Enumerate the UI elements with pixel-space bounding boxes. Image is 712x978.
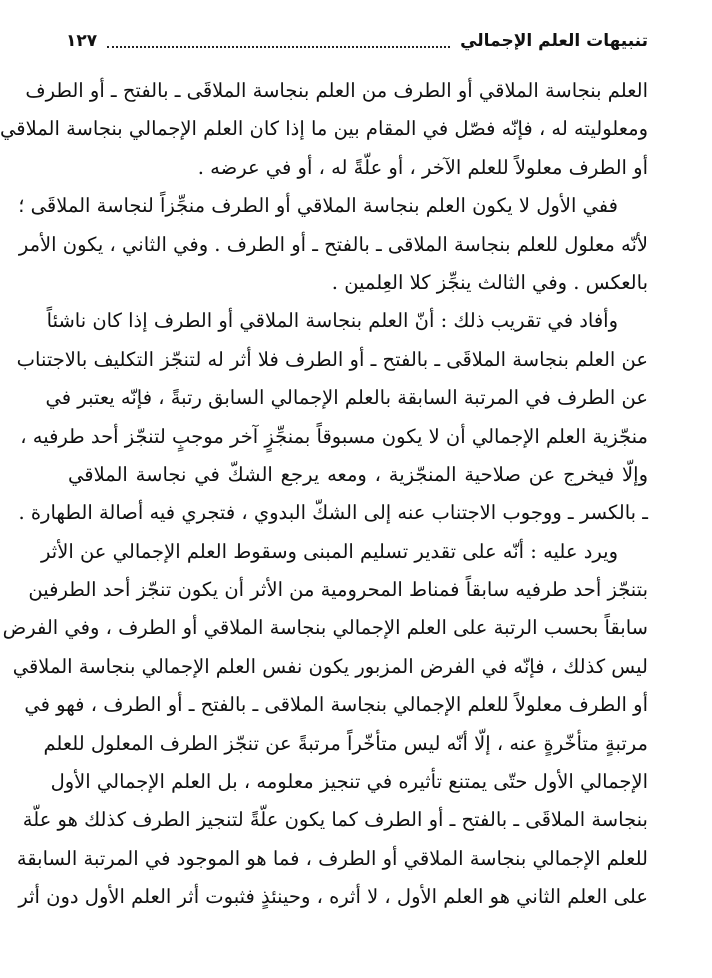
text-line: لأنّه معلول للعلم بنجاسة الملاقى ـ بالفتح ـ أو الطرف . وفي الثاني ، يكون الأمر <box>18 232 648 256</box>
text-line: ويرد عليه : أنّه على تقدير تسليم المبنى وسقوط العلم الإجمالي عن الأثر <box>41 539 618 563</box>
text-line: وأفاد في تقريب ذلك : أنّ العلم بنجاسة الملاقي أو الطرف إذا كان ناشئاً <box>46 309 618 333</box>
leader-dots <box>107 46 450 48</box>
text-line: مرتبةٍ متأخّرةٍ عنه ، إلّا أنّه ليس متأخّراً مرتبةً عن تنجّز الطرف المعلول للعلم <box>43 731 648 755</box>
text-line: سابقاً بحسب الرتبة على العلم الإجمالي بنجاسة الملاقي أو الطرف ، وفي الفرض <box>2 616 648 640</box>
text-line: عن العلم بنجاسة الملاقَى ـ بالفتح ـ أو الطرف فلا أثر له لتنجّز التكليف بالاجتناب <box>16 347 648 371</box>
text-line: بنجاسة الملاقَى ـ بالفتح ـ أو الطرف كما يكون علّةً لتنجيز الطرف كذلك هو علّة <box>22 808 648 832</box>
text-line: بتنجّز أحد طرفيه سابقاً فمناط المحرومية من الأثر أن يكون تنجّز أحد الطرفين <box>28 578 648 602</box>
page-header <box>66 24 648 58</box>
text-line: ليس كذلك ، فإنّه في الفرض المزبور يكون نفس العلم الإجمالي بنجاسة الملاقي <box>12 654 648 678</box>
text-line: ففي الأول لا يكون العلم بنجاسة الملاقي أو الطرف منجِّزاً لنجاسة الملاقَى ؛ <box>18 194 618 218</box>
text-line: وإلّا فيخرج عن صلاحية المنجّزية ، ومعه يرجع الشكّ في نجاسة الملاقي <box>68 462 648 486</box>
text-line: عن الطرف في المرتبة السابقة بالعلم الإجمالي السابق رتبةً ، فإنّه يعتبر في <box>45 386 648 410</box>
text-line: منجّزية العلم الإجمالي أن لا يكون مسبوقاً بمنجِّزٍ آخر موجبٍ لتنجّز أحد طرفيه ، <box>20 424 648 448</box>
text-line: الإجمالي الأول حتّى يمتنع تأثيره في تنجيز معلومه ، بل العلم الإجمالي الأول <box>50 770 648 794</box>
text-line: على العلم الثاني هو العلم الأول ، لا أثره ، وحينئذٍ فثبوت أثر العلم الأول دون أثر <box>18 885 648 909</box>
text-line: العلم بنجاسة الملاقي أو الطرف من العلم بنجاسة الملاقَى ـ بالفتح ـ أو الطرف <box>25 79 648 102</box>
text-line: بالعكس . وفي الثالث ينجِّز كلا العِلمين . <box>331 270 648 294</box>
text-line: أو الطرف معلولاً للعلم الآخر ، أو علّةً له ، أو في عرضه . <box>197 155 648 179</box>
running-title: تنبيهات العلم الإجمالي <box>460 31 648 51</box>
page-number: ١٢٧ <box>66 31 98 51</box>
text-line: ومعلوليته له ، فإنّه فصّل في المقام بين ما إذا كان العلم الإجمالي بنجاسة الملاقي <box>0 117 648 141</box>
text-line: ـ بالكسر ـ ووجوب الاجتناب عنه إلى الشكّ البدوي ، فتجري فيه أصالة الطهارة . <box>18 501 648 525</box>
text-line: أو الطرف معلولاً للعلم الإجمالي بنجاسة الملاقى ـ بالفتح ـ أو الطرف ، فهو في <box>24 693 648 717</box>
text-line: للعلم الإجمالي بنجاسة الملاقي أو الطرف ، فما هو الموجود في المرتبة السابقة <box>16 846 648 870</box>
body-text <box>0 72 648 917</box>
